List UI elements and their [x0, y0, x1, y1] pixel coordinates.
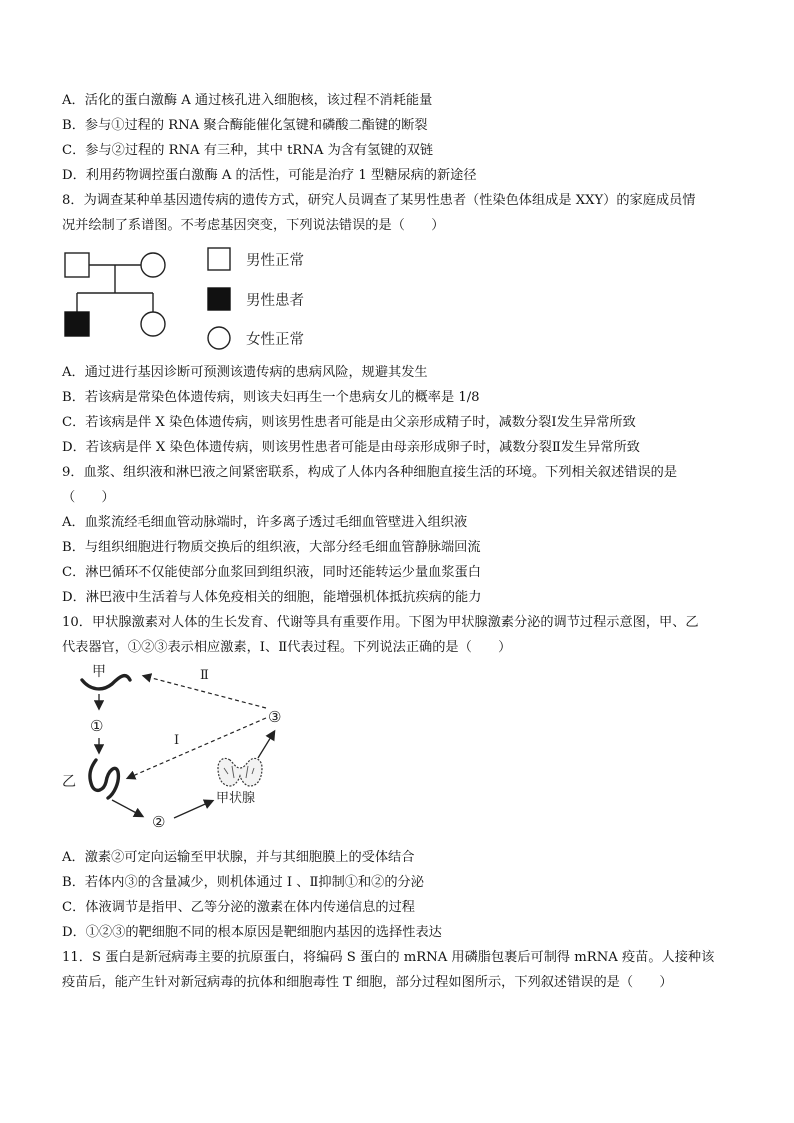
q8-option-c: C．若该病是伴 X 染色体遗传病，则该男性患者可能是由父亲形成精子时，减数分裂Ⅰ发生异常所致 — [62, 415, 636, 430]
q8-option-d: D．若该病是伴 X 染色体遗传病，则该男性患者可能是由母亲形成卵子时，减数分裂Ⅱ发生异常所致 — [62, 440, 640, 455]
organ-jia-label: 甲 — [92, 664, 106, 680]
pedigree-figure — [62, 238, 738, 360]
pedigree-chart — [62, 238, 362, 360]
q9-option-d: D．淋巴液中生活着与人体免疫相关的细胞，能增强机体抵抗疾病的能力 — [62, 590, 482, 605]
process2-label: Ⅱ — [200, 668, 209, 683]
legend-affected-male-icon — [208, 288, 230, 310]
question-10 — [62, 610, 738, 945]
hormone3-label: ③ — [268, 708, 282, 726]
q10-stem-line1: 10．甲状腺激素对人体的生长发育、代谢等具有重要作用。下图为甲状腺激素分泌的调节过程示意图，甲、乙 — [62, 615, 699, 630]
thyroid-regulation-diagram — [62, 660, 322, 845]
legend-normal-female-icon — [208, 327, 230, 349]
question-9 — [62, 460, 738, 610]
q8-stem-line2: 况并绘制了系谱图。不考虑基因突变，下列说法错误的是（ ） — [62, 218, 445, 233]
son-affected-male-symbol — [65, 312, 89, 336]
q8-stem-line1: 8．为调查某种单基因遗传病的遗传方式，研究人员调查了某男性患者（性染色体组成是 XXY）的家庭成员情 — [62, 193, 696, 208]
organ-yi-shape — [90, 760, 118, 798]
q9-option-a: A．血浆流经毛细血管动脉端时，许多离子透过毛细血管壁进入组织液 — [62, 515, 468, 530]
thyroid-gland-icon — [218, 758, 262, 786]
q10-stem-line2: 代表器官，①②③表示相应激素，I、Ⅱ代表过程。下列说法正确的是（ ） — [62, 640, 512, 655]
q7-option-d: D．利用药物调控蛋白激酶 A 的活性，可能是治疗 1 型糖尿病的新途径 — [62, 168, 477, 183]
q9-stem-line1: 9．血浆、组织液和淋巴液之间紧密联系，构成了人体内各种细胞直接生活的环境。下列相关叙述错误的是 — [62, 465, 678, 480]
q10-option-b: B．若体内③的含量减少，则机体通过 I 、Ⅱ抑制①和②的分泌 — [62, 875, 424, 890]
thyroid-label: 甲状腺 — [216, 791, 256, 806]
q8-option-b: B．若该病是常染色体遗传病，则该夫妇再生一个患病女儿的概率是 1/8 — [62, 390, 480, 405]
process1-label: I — [174, 733, 180, 748]
organ-jia-shape — [82, 676, 130, 689]
q8-option-a: A．通过进行基因诊断可预测该遗传病的患病风险，规避其发生 — [62, 365, 428, 380]
q11-stem-line1: 11．S 蛋白是新冠病毒主要的抗原蛋白，将编码 S 蛋白的 mRNA 用磷脂包裹后可制得 mRNA 疫苗。人接种该 — [62, 950, 715, 965]
q10-option-a: A．激素②可定向运输至甲状腺，并与其细胞膜上的受体结合 — [62, 850, 415, 865]
arrow-thyroid-to-hormone3 — [258, 732, 274, 758]
legend-normal-female-label: 女性正常 — [246, 332, 304, 348]
q7-option-b: B．参与①过程的 RNA 聚合酶能催化氢键和磷酸二酯键的断裂 — [62, 118, 428, 133]
daughter-normal-female-symbol — [141, 312, 165, 336]
thyroid-regulation-figure — [62, 660, 738, 845]
mother-normal-female-symbol — [141, 253, 165, 277]
legend-normal-male-label: 男性正常 — [246, 253, 304, 269]
question-11 — [62, 945, 738, 995]
q7-option-a: A．活化的蛋白激酶 A 通过核孔进入细胞核，该过程不消耗能量 — [62, 93, 433, 108]
exam-page — [62, 88, 738, 995]
q9-stem-line2: （ ） — [62, 490, 115, 505]
q11-stem-line2: 疫苗后，能产生针对新冠病毒的抗体和细胞毒性 T 细胞，部分过程如图所示，下列叙述错误的是（ ） — [62, 975, 673, 990]
q7-options — [62, 88, 738, 188]
q9-option-b: B．与组织细胞进行物质交换后的组织液，大部分经毛细血管静脉端回流 — [62, 540, 481, 555]
arrow-yi-to-hormone2 — [112, 800, 142, 816]
q10-option-d: D．①②③的靶细胞不同的根本原因是靶细胞内基因的选择性表达 — [62, 925, 442, 940]
question-8 — [62, 188, 738, 460]
q9-option-c: C．淋巴循环不仅能使部分血浆回到组织液，同时还能转运少量血浆蛋白 — [62, 565, 481, 580]
hormone2-label: ② — [152, 813, 166, 831]
q7-option-c: C．参与②过程的 RNA 有三种，其中 tRNA 为含有氢键的双链 — [62, 143, 434, 158]
arrow-hormone2-to-thyroid — [174, 801, 212, 818]
legend-normal-male-icon — [208, 248, 230, 270]
hormone1-label: ① — [90, 717, 104, 735]
organ-yi-label: 乙 — [62, 774, 76, 790]
legend-affected-male-label: 男性患者 — [246, 293, 304, 309]
q10-option-c: C．体液调节是指甲、乙等分泌的激素在体内传递信息的过程 — [62, 900, 415, 915]
father-normal-male-symbol — [65, 253, 89, 277]
